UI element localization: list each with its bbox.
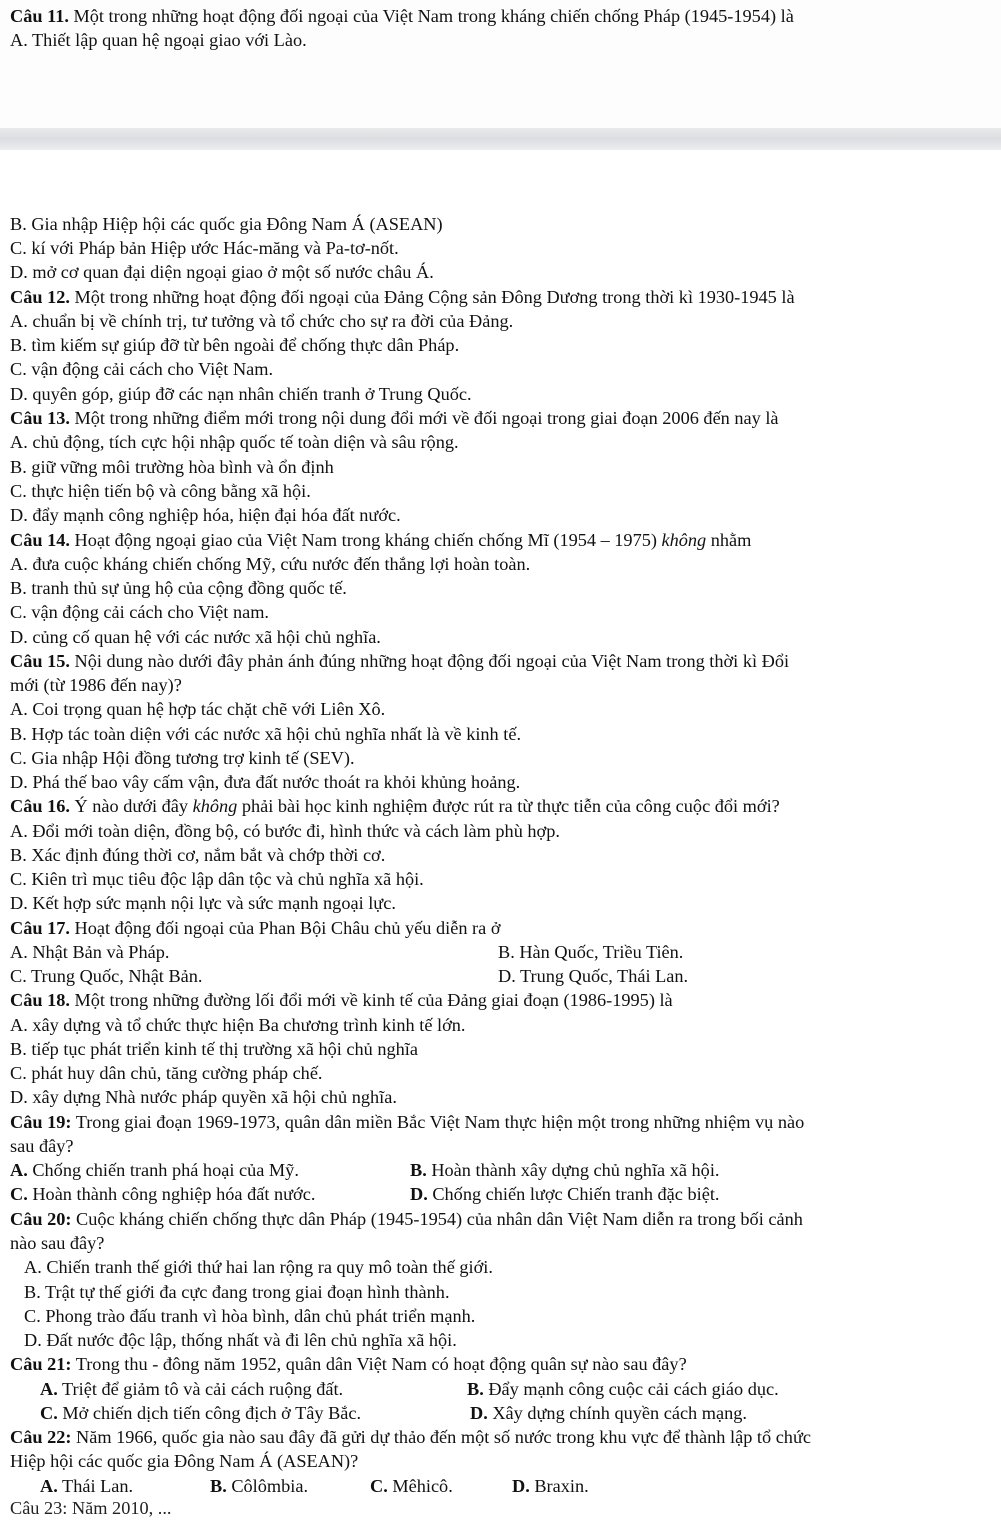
question-22: Câu 22: Năm 1966, quốc gia nào sau đây đã gửi dự thảo đến một số nước trong khu vực để thành lập tổ chức [10,1427,811,1447]
q19-option-b: B. Hoàn thành xây dựng chủ nghĩa xã hội. [410,1160,720,1180]
q19-option-c: C. Hoàn thành công nghiệp hóa đất nước. [10,1184,316,1204]
question-15: Câu 15. Nội dung nào dưới đây phản ánh đúng những hoạt động đối ngoại của Việt Nam trong thời kì Đổi [10,651,790,671]
q14-option-b: B. tranh thủ sự ủng hộ của cộng đồng quốc tế. [10,578,347,598]
q18-option-b: B. tiếp tục phát triển kinh tế thị trường xã hội chủ nghĩa [10,1039,418,1059]
q18-option-a: A. xây dựng và tổ chức thực hiện Ba chương trình kinh tế lớn. [10,1015,466,1035]
q22-option-a: A. Thái Lan. [40,1476,134,1496]
q17-option-d: D. Trung Quốc, Thái Lan. [498,966,689,986]
q18-option-d: D. xây dựng Nhà nước pháp quyền xã hội chủ nghĩa. [10,1087,397,1107]
q16-option-c: C. Kiên trì mục tiêu độc lập dân tộc và chủ nghĩa xã hội. [10,869,424,889]
question-12: Câu 12. Một trong những hoạt động đối ngoại của Đảng Cộng sản Đông Dương trong thời kì 1930-1945 là [10,287,795,307]
q22-option-c: C. Mêhicô. [370,1476,453,1496]
page-divider [0,128,1001,150]
q16-option-a: A. Đổi mới toàn diện, đồng bộ, có bước đi, hình thức và cách làm phù hợp. [10,821,560,841]
q22-option-d: D. Braxin. [512,1476,589,1496]
q13-option-b: B. giữ vững môi trường hòa bình và ổn định [10,457,334,477]
q15-option-a: A. Coi trọng quan hệ hợp tác chặt chẽ với Liên Xô. [10,699,386,719]
q12-option-c: C. vận động cải cách cho Việt Nam. [10,359,274,379]
question-19-cont: sau đây? [10,1136,74,1156]
q19-option-d: D. Chống chiến lược Chiến tranh đặc biệt. [410,1184,720,1204]
q15-option-b: B. Hợp tác toàn diện với các nước xã hội chủ nghĩa nhất là về kinh tế. [10,724,522,744]
q17-option-b: B. Hàn Quốc, Triều Tiên. [498,942,684,962]
q18-option-c: C. phát huy dân chủ, tăng cường pháp chế. [10,1063,323,1083]
q11-option-b: B. Gia nhập Hiệp hội các quốc gia Đông Nam Á (ASEAN) [10,214,443,234]
q11-option-c: C. kí với Pháp bản Hiệp ước Hác-măng và Pa-tơ-nốt. [10,238,399,258]
question-13: Câu 13. Một trong những điểm mới trong nội dung đổi mới về đối ngoại trong giai đoạn 2006 đến nay là [10,408,779,428]
question-20-cont: nào sau đây? [10,1233,105,1253]
q20-option-d: D. Đất nước độc lập, thống nhất và đi lên chủ nghĩa xã hội. [24,1330,457,1350]
q11-option-a: A. Thiết lập quan hệ ngoại giao với Lào. [10,30,307,50]
q13-option-a: A. chủ động, tích cực hội nhập quốc tế toàn diện và sâu rộng. [10,432,459,452]
q11-option-d: D. mở cơ quan đại diện ngoại giao ở một số nước châu Á. [10,262,434,282]
question-14: Câu 14. Hoạt động ngoại giao của Việt Nam trong kháng chiến chống Mĩ (1954 – 1975) không nhằm [10,530,752,550]
q12-option-a: A. chuẩn bị về chính trị, tư tưởng và tổ chức cho sự ra đời của Đảng. [10,311,514,331]
q17-option-c: C. Trung Quốc, Nhật Bản. [10,966,203,986]
q15-option-c: C. Gia nhập Hội đồng tương trợ kinh tế (SEV). [10,748,355,768]
q13-option-d: D. đẩy mạnh công nghiệp hóa, hiện đại hóa đất nước. [10,505,401,525]
q20-option-b: B. Trật tự thế giới đa cực đang trong giai đoạn hình thành. [24,1282,450,1302]
q16-option-b: B. Xác định đúng thời cơ, nắm bắt và chớp thời cơ. [10,845,386,865]
question-11: Câu 11. Một trong những hoạt động đối ngoại của Việt Nam trong kháng chiến chống Pháp (1945-1954) là [10,6,794,26]
q12-option-d: D. quyên góp, giúp đỡ các nạn nhân chiến tranh ở Trung Quốc. [10,384,472,404]
q13-option-c: C. thực hiện tiến bộ và công bằng xã hội. [10,481,311,501]
cutoff-line: Câu 23: Năm 2010, ... [10,1498,172,1518]
q21-option-d: D. Xây dựng chính quyền cách mạng. [470,1403,747,1423]
q17-option-a: A. Nhật Bản và Pháp. [10,942,170,962]
question-17: Câu 17. Hoạt động đối ngoại của Phan Bội Châu chủ yếu diễn ra ở [10,918,501,938]
q12-option-b: B. tìm kiếm sự giúp đỡ từ bên ngoài để chống thực dân Pháp. [10,335,460,355]
question-18: Câu 18. Một trong những đường lối đổi mới về kinh tế của Đảng giai đoạn (1986-1995) là [10,990,673,1010]
q20-option-c: C. Phong trào đấu tranh vì hòa bình, dân chủ phát triển mạnh. [24,1306,476,1326]
q22-option-b: B. Côlômbia. [210,1476,309,1496]
q21-option-b: B. Đẩy mạnh công cuộc cải cách giáo dục. [467,1379,779,1399]
q16-option-d: D. Kết hợp sức mạnh nội lực và sức mạnh ngoại lực. [10,893,396,913]
q14-option-a: A. đưa cuộc kháng chiến chống Mỹ, cứu nước đến thắng lợi hoàn toàn. [10,554,531,574]
q21-option-c: C. Mở chiến dịch tiến công địch ở Tây Bắc. [40,1403,362,1423]
question-21: Câu 21: Trong thu - đông năm 1952, quân dân Việt Nam có hoạt động quân sự nào sau đây? [10,1354,687,1374]
q14-option-c: C. vận động cải cách cho Việt nam. [10,602,269,622]
question-22-cont: Hiệp hội các quốc gia Đông Nam Á (ASEAN)? [10,1451,359,1471]
q19-option-a: A. Chống chiến tranh phá hoại của Mỹ. [10,1160,299,1180]
question-20: Câu 20: Cuộc kháng chiến chống thực dân Pháp (1945-1954) của nhân dân Việt Nam diễn ra trong bối cảnh [10,1209,803,1229]
q15-option-d: D. Phá thế bao vây cấm vận, đưa đất nước thoát ra khỏi khủng hoảng. [10,772,521,792]
question-15-cont: mới (từ 1986 đến nay)? [10,675,182,695]
q21-option-a: A. Triệt để giảm tô và cải cách ruộng đất. [40,1379,344,1399]
q14-option-d: D. củng cố quan hệ với các nước xã hội chủ nghĩa. [10,627,381,647]
question-19: Câu 19: Trong giai đoạn 1969-1973, quân dân miền Bắc Việt Nam thực hiện một trong những nhiệm vụ nào [10,1112,805,1132]
question-16: Câu 16. Ý nào dưới đây không phải bài học kinh nghiệm được rút ra từ thực tiễn của công cuộc đổi mới? [10,796,780,816]
q20-option-a: A. Chiến tranh thế giới thứ hai lan rộng ra quy mô toàn thế giới. [24,1257,493,1277]
